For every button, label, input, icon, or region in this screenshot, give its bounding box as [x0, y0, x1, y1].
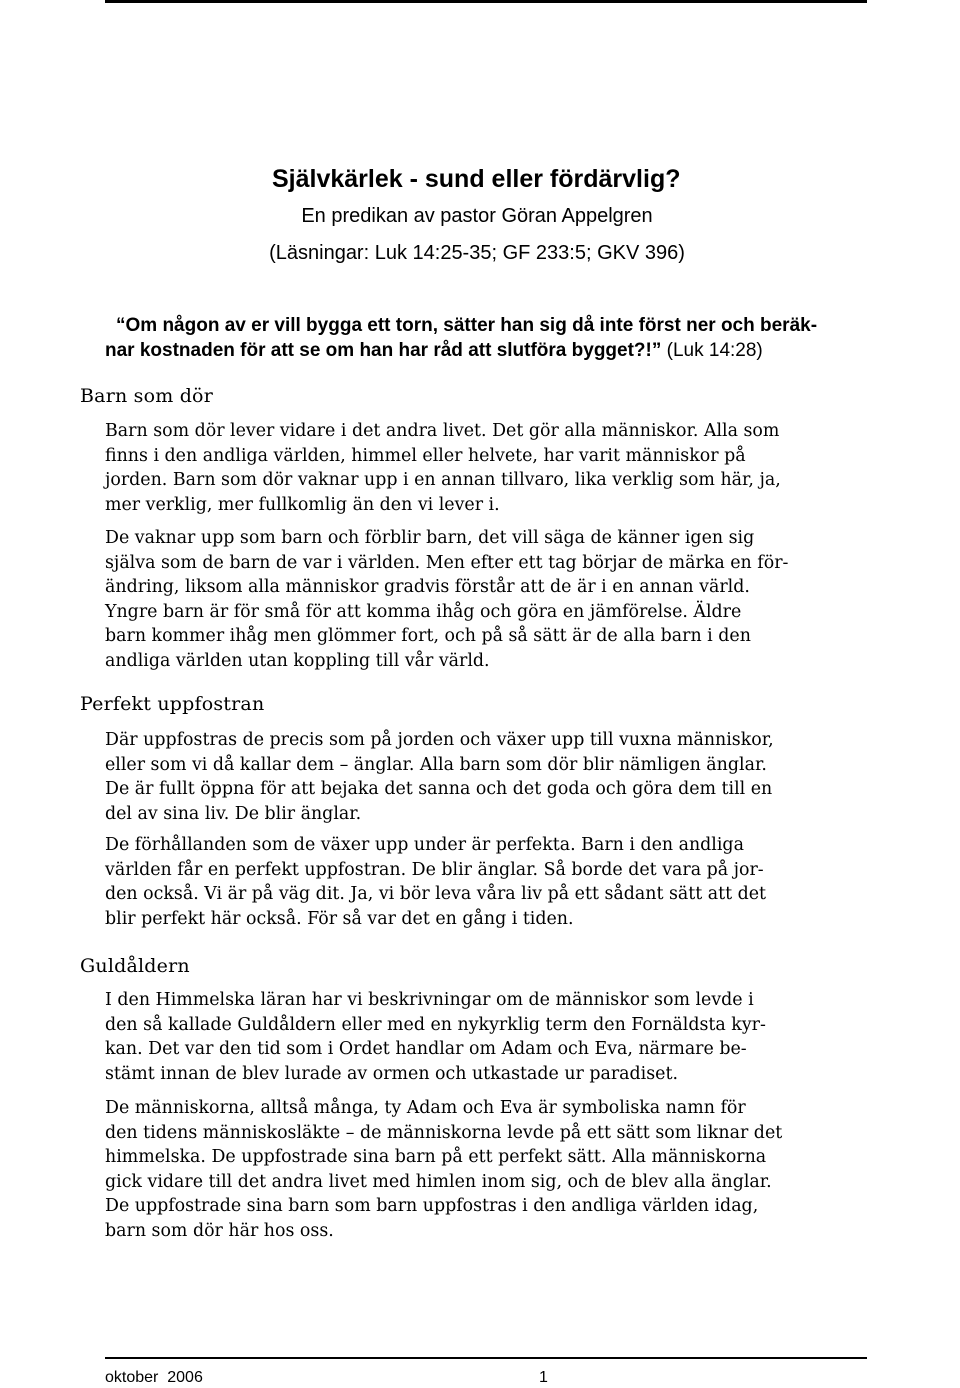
section-paragraph	[105, 526, 865, 673]
text-line: De förhållanden som de växer upp under är perfekta. Barn i den andliga	[105, 835, 744, 855]
text-line: I den Himmelska läran har vi beskrivningar om de människor som levde i	[105, 990, 754, 1010]
document-subtitle: En predikan av pastor Göran Appelgren	[301, 205, 653, 227]
text-line: De människorna, alltså många, ty Adam och Eva är symboliska namn för	[105, 1098, 746, 1118]
text-line: Där uppfostras de precis som på jorden och växer upp till vuxna människor,	[105, 730, 774, 750]
section-paragraph	[105, 728, 865, 826]
section-heading: Guldåldern	[80, 955, 190, 977]
quote-text: nar kostnaden för att se om han har råd att slutföra bygget?!”	[105, 340, 662, 361]
text-line: jorden. Barn som dör vaknar upp i en annan tillvaro, lika verklig som här, ja,	[105, 470, 781, 490]
readings-line: (Läsningar: Luk 14:25-35; GF 233:5; GKV 396)	[269, 242, 685, 264]
text-line: De uppfostrade sina barn som barn uppfostras i den andliga världen idag,	[105, 1196, 759, 1216]
text-line: eller som vi då kallar dem – änglar. Alla barn som dör blir nämligen änglar.	[105, 754, 767, 775]
text-line: den tidens människosläkte – de människorna levde på ett sätt som liknar det	[105, 1122, 783, 1143]
text-line: ändring, liksom alla människor gradvis förstår att de är i en annan värld.	[105, 577, 750, 597]
text-line: stämt innan de blev lurade av ormen och utkastade ur paradiset.	[105, 1063, 678, 1084]
section-paragraph	[105, 1096, 865, 1243]
page-number: 1	[539, 1369, 548, 1386]
text-line: barn kommer ihåg men glömmer fort, och på så sätt är de alla barn i den	[105, 626, 751, 646]
document-title: Självkärlek - sund eller fördärvlig?	[272, 165, 681, 193]
section-heading: Barn som dör	[80, 385, 213, 407]
text-line: kan. Det var den tid som i Ordet handlar om Adam och Eva, närmare be-	[105, 1039, 747, 1059]
quote-line: “Om någon av er vill bygga ett torn, sätter han sig då inte först ner och beräk-	[116, 315, 818, 336]
quote-reference: (Luk 14:28)	[661, 340, 763, 361]
text-line: himmelska. De uppfostrade sina barn på ett perfekt sätt. Alla människorna	[105, 1147, 767, 1167]
text-line: blir perfekt här också. För så var det en gång i tiden.	[105, 908, 574, 929]
quote-line	[105, 338, 847, 363]
text-line: den också. Vi är på väg dit. Ja, vi bör leva våra liv på ett sådant sätt att det	[105, 884, 767, 904]
text-line: världen får en perfekt uppfostran. De blir änglar. Så borde det vara på jor-	[105, 859, 764, 880]
text-line: Barn som dör lever vidare i det andra livet. Det gör alla människor. Alla som	[105, 421, 780, 441]
text-line: själva som de barn de var i världen. Men efter ett tag börjar de märka en för-	[105, 552, 789, 573]
section-heading: Perfekt uppfostran	[80, 693, 265, 715]
footer-date: oktober 2006	[105, 1369, 203, 1386]
section-paragraph	[105, 419, 865, 517]
top-rule	[105, 0, 867, 3]
text-line: andliga världen utan koppling till vår värld.	[105, 650, 490, 671]
section-paragraph	[105, 988, 865, 1086]
text-line: barn som dör här hos oss.	[105, 1220, 334, 1241]
text-line: De är fullt öppna för att bejaka det sanna och det goda och göra dem till en	[105, 779, 773, 799]
footer-rule	[105, 1357, 867, 1359]
text-line: gick vidare till det andra livet med himlen inom sig, och de blev alla änglar.	[105, 1171, 772, 1192]
text-line: finns i den andliga världen, himmel eller helvete, har varit människor på	[105, 445, 746, 466]
text-line: De vaknar upp som barn och förblir barn, det vill säga de känner igen sig	[105, 528, 755, 548]
text-line: den så kallade Guldåldern eller med en nykyrklig term den Fornäldsta kyr-	[105, 1014, 766, 1035]
section-paragraph	[105, 833, 865, 931]
text-line: del av sina liv. De blir änglar.	[105, 803, 362, 824]
text-line: Yngre barn är för små för att komma ihåg och göra en jämförelse. Äldre	[105, 601, 742, 622]
text-line: mer verklig, mer fullkomlig än den vi lever i.	[105, 494, 500, 515]
scripture-quote	[105, 313, 847, 363]
